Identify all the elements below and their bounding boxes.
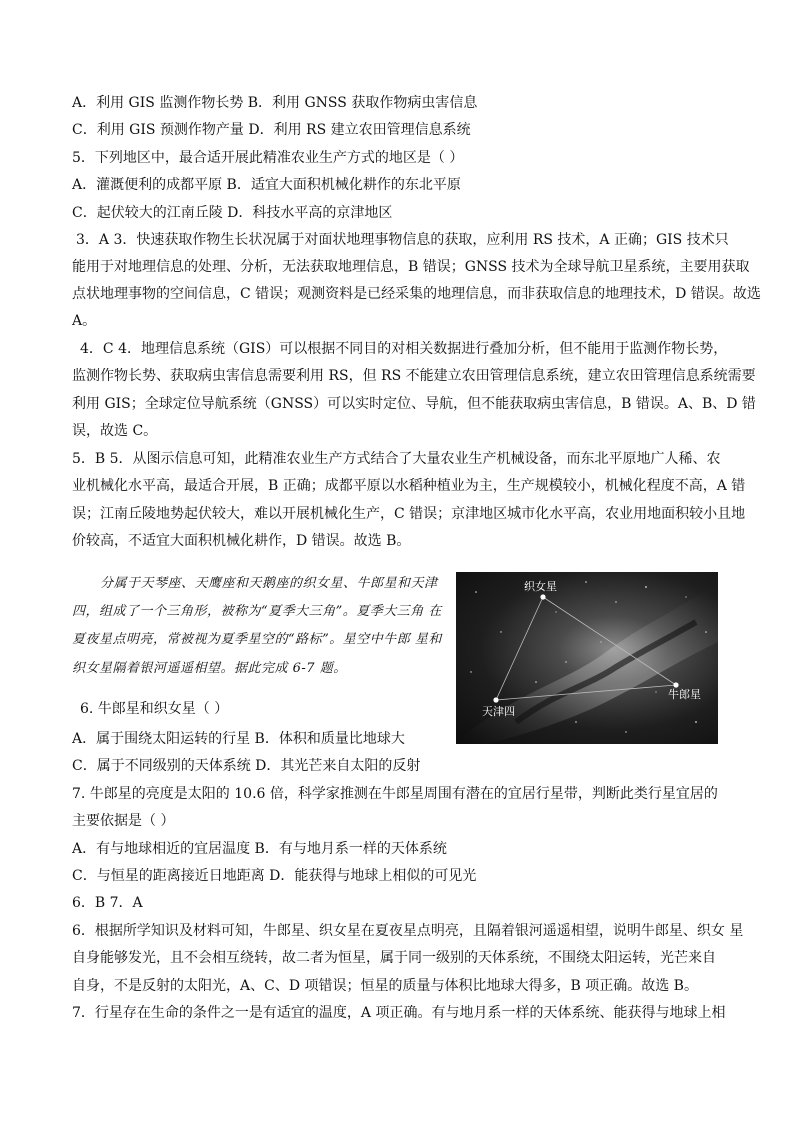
q5-options-cd: C．起伏较大的江南丘陵 D．科技水平高的京津地区 bbox=[72, 205, 393, 221]
answers-6-7: 6．B 7．A bbox=[72, 895, 143, 911]
label-deneb: 天津四 bbox=[482, 705, 515, 718]
question-7-line-2: 主要依据是（ ） bbox=[72, 813, 175, 829]
answer-6-line-3: 自身，不是反射的太阳光，A、C、D 项错误；恒星的质量与体积比地球大得多，B 项正确。故选 B。 bbox=[72, 978, 698, 994]
passage-line-2: 四，组成了一个三角形，被称为“夏季大三角”。夏季大三角 在 bbox=[72, 604, 442, 619]
passage-line-3: 夏夜星点明亮，常被视为夏季星空的“路标”。星空中牛郎 星和 bbox=[72, 632, 442, 647]
question-7-line-1: 7. 牛郎星的亮度是太阳的 10.6 倍，科学家推测在牛郎星周围有潜在的宜居行星带，判断此类行星宜居的 bbox=[72, 786, 718, 802]
answer-4-line-4: 误，故选 C。 bbox=[72, 423, 158, 439]
label-vega: 织女星 bbox=[524, 580, 557, 593]
label-altair: 牛郎星 bbox=[668, 688, 701, 701]
answer-3-line-2: 能用于对地理信息的处理、分析，无法获取地理信息，B 错误；GNSS 技术为全球导航卫星系统，主要用获取 bbox=[72, 259, 750, 275]
milky-way-band bbox=[456, 582, 718, 744]
answer-3-line-1: 3．A 3．快速获取作物生长状况属于对面状地理事物信息的获取，应利用 RS 技术，A 正确；GIS 技术只 bbox=[76, 232, 729, 248]
q3-options-ab: A．利用 GIS 监测作物长势 B．利用 GNSS 获取作物病虫害信息 bbox=[72, 95, 478, 111]
answer-3-line-3: 点状地理事物的空间信息，C 错误；观测资料是已经采集的地理信息，而非获取信息的地理技术，D 错误。故选 bbox=[72, 286, 761, 302]
q5-options-ab: A．灌溉便利的成都平原 B．适宜大面积机械化耕作的东北平原 bbox=[72, 177, 461, 193]
deneb-star bbox=[493, 697, 498, 702]
question-5: 5．下列地区中，最合适开展此精准农业生产方式的地区是（ ） bbox=[72, 150, 464, 166]
vega-star bbox=[540, 594, 545, 599]
answer-6-line-2: 自身能够发光，且不会相互绕转，故二者为恒星，属于同一级别的天体系统，不围绕太阳运转，光芒来自 bbox=[72, 950, 716, 966]
answer-6-line-1: 6．根据所学知识及材料可知，牛郎星、织女星在夏夜星点明亮，且隔着银河遥遥相望，说明牛郎星、织女 星 bbox=[72, 923, 744, 939]
answer-3-line-4: A。 bbox=[72, 313, 97, 329]
passage-line-1: 分属于天琴座、天鹰座和天鹅座的织女星、牛郎星和天津 bbox=[100, 576, 438, 591]
answer-5-line-3: 误；江南丘陵地势起伏较大，难以开展机械化生产，C 错误；京津地区城市化水平高，农业用地面积较小且地 bbox=[72, 506, 746, 522]
answer-7-line-1: 7．行星存在生命的条件之一是有适宜的温度，A 项正确。有与地月系一样的天体系统、能获得与地球上相 bbox=[72, 1005, 726, 1021]
q6-options-ab: A．属于围绕太阳运转的行星 B．体积和质量比地球大 bbox=[72, 731, 405, 747]
answer-4-line-3: 利用 GIS；全球定位导航系统（GNSS）可以实时定位、导航，但不能获取病虫害信息，B 错误。A、B、D 错 bbox=[72, 396, 756, 412]
answer-4-line-1: 4．C 4．地理信息系统（GIS）可以根据不同目的对相关数据进行叠加分析，但不能用于监测作物长势， bbox=[80, 341, 728, 357]
answer-5-line-1: 5．B 5．从图示信息可知，此精准农业生产方式结合了大量农业生产机械设备，而东北平原地广人稀、农 bbox=[72, 451, 721, 467]
question-6: 6. 牛郎星和织女星（ ） bbox=[80, 701, 229, 717]
summer-triangle-photo bbox=[456, 572, 718, 744]
q7-options-ab: A．有与地球相近的宜居温度 B．有与地月系一样的天体系统 bbox=[72, 841, 447, 857]
answer-5-line-2: 业机械化水平高，最适合开展，B 正确；成都平原以水稻种植业为主，生产规模较小，机械化程度不高，A 错 bbox=[72, 478, 746, 494]
q7-options-cd: C．与恒星的距离接近日地距离 D．能获得与地球上相似的可见光 bbox=[72, 868, 477, 884]
q3-options-cd: C．利用 GIS 预测作物产量 D．利用 RS 建立农田管理信息系统 bbox=[72, 122, 471, 138]
passage-line-4: 织女星隔着银河遥遥相望。据此完成 6-7 题。 bbox=[72, 661, 347, 676]
answer-4-line-2: 监测作物长势、获取病虫害信息需要利用 RS，但 RS 不能建立农田管理信息系统，建立农田管理信息系统需要 bbox=[72, 368, 756, 384]
dust-lane bbox=[516, 622, 696, 722]
answer-5-line-4: 价较高，不适宜大面积机械化耕作，D 错误。故选 B。 bbox=[72, 533, 411, 549]
q6-options-cd: C．属于不同级别的天体系统 D．其光芒来自太阳的反射 bbox=[72, 758, 421, 774]
